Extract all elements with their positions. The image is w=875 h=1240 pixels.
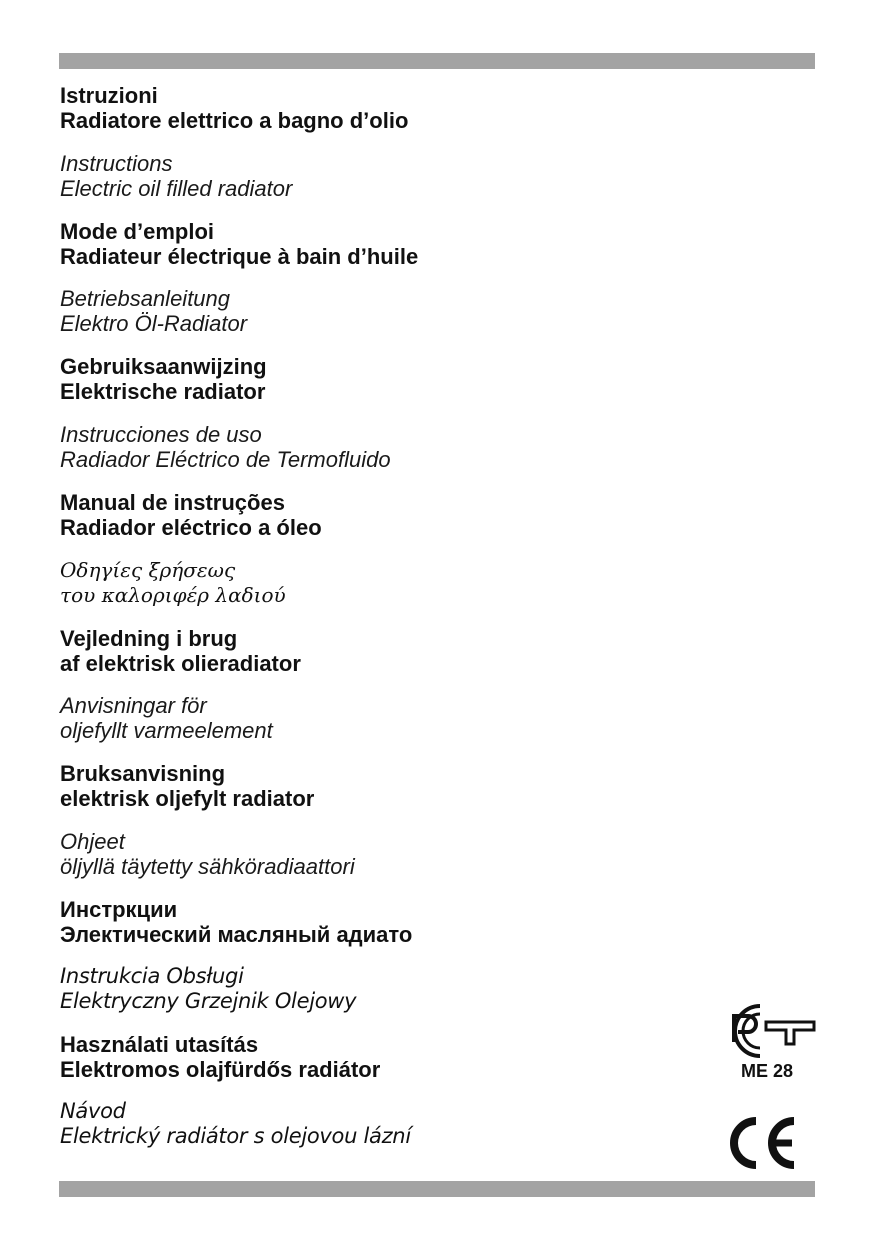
section-title: Bruksanvisning (60, 761, 226, 786)
section-dutch (60, 354, 680, 404)
section-subtitle: öljyllä täytetty sähköradiaattori (60, 854, 355, 879)
section-subtitle: Elektromos olajfürdős radiátor (60, 1057, 381, 1082)
section-subtitle: af elektrisk olieradiator (60, 651, 301, 676)
section-title: Gebruiksaanwijzing (60, 354, 267, 379)
section-title: Instrukcia Obsługi (60, 964, 244, 988)
section-czech (60, 1099, 680, 1149)
section-russian (60, 897, 680, 947)
section-swedish (60, 693, 680, 743)
section-subtitle: Elektryczny Grzejnik Olejowy (60, 989, 357, 1013)
section-title: Istruzioni (60, 83, 158, 108)
top-rule (59, 53, 815, 69)
section-italian (60, 83, 680, 133)
ce-mark-icon (724, 1115, 800, 1171)
section-german (60, 286, 680, 336)
section-subtitle: Электический масляный адиато (60, 922, 413, 947)
section-title: Vejledning i brug (60, 626, 238, 651)
section-subtitle: elektrisk oljefylt radiator (60, 786, 315, 811)
section-title: Instrucciones de uso (60, 422, 262, 447)
section-subtitle: του καλοριφέρ λαδιού (60, 583, 286, 607)
bottom-rule (59, 1181, 815, 1197)
section-subtitle: Radiador Eléctrico de Termofluido (60, 447, 391, 472)
section-norwegian (60, 761, 680, 811)
section-subtitle: Elektro Öl-Radiator (60, 311, 248, 336)
section-title: Anvisningar för (60, 693, 207, 718)
section-title: Manual de instruções (60, 490, 285, 515)
section-subtitle: Elektrische radiator (60, 379, 266, 404)
section-french (60, 219, 680, 269)
section-title: Betriebsanleitung (60, 286, 231, 311)
section-hungarian (60, 1032, 680, 1082)
section-subtitle: Radiatore elettrico a bagno d’olio (60, 108, 409, 133)
section-greek (60, 558, 680, 608)
section-title: Mode d’emploi (60, 219, 214, 244)
section-title: Használati utasítás (60, 1032, 259, 1057)
section-title: Instructions (60, 151, 173, 176)
section-portuguese (60, 490, 680, 540)
section-subtitle: Radiateur électrique à bain d’huile (60, 244, 419, 269)
section-subtitle: Electric oil filled radiator (60, 176, 293, 201)
section-subtitle: oljefyllt varmeelement (60, 718, 273, 743)
section-subtitle: Radiador eléctrico a óleo (60, 515, 322, 540)
section-polish (60, 964, 680, 1014)
section-english (60, 151, 680, 201)
section-title: Инстркции (60, 897, 178, 922)
section-finnish (60, 829, 680, 879)
section-title: Οδηγίες ξρήσεως (60, 558, 236, 582)
section-title: Návod (60, 1099, 126, 1123)
section-subtitle: Elektrický radiátor s olejovou lázní (60, 1124, 411, 1148)
section-danish (60, 626, 680, 676)
section-title: Ohjeet (60, 829, 125, 854)
gost-code: ME 28 (740, 1061, 794, 1081)
section-spanish (60, 422, 680, 472)
